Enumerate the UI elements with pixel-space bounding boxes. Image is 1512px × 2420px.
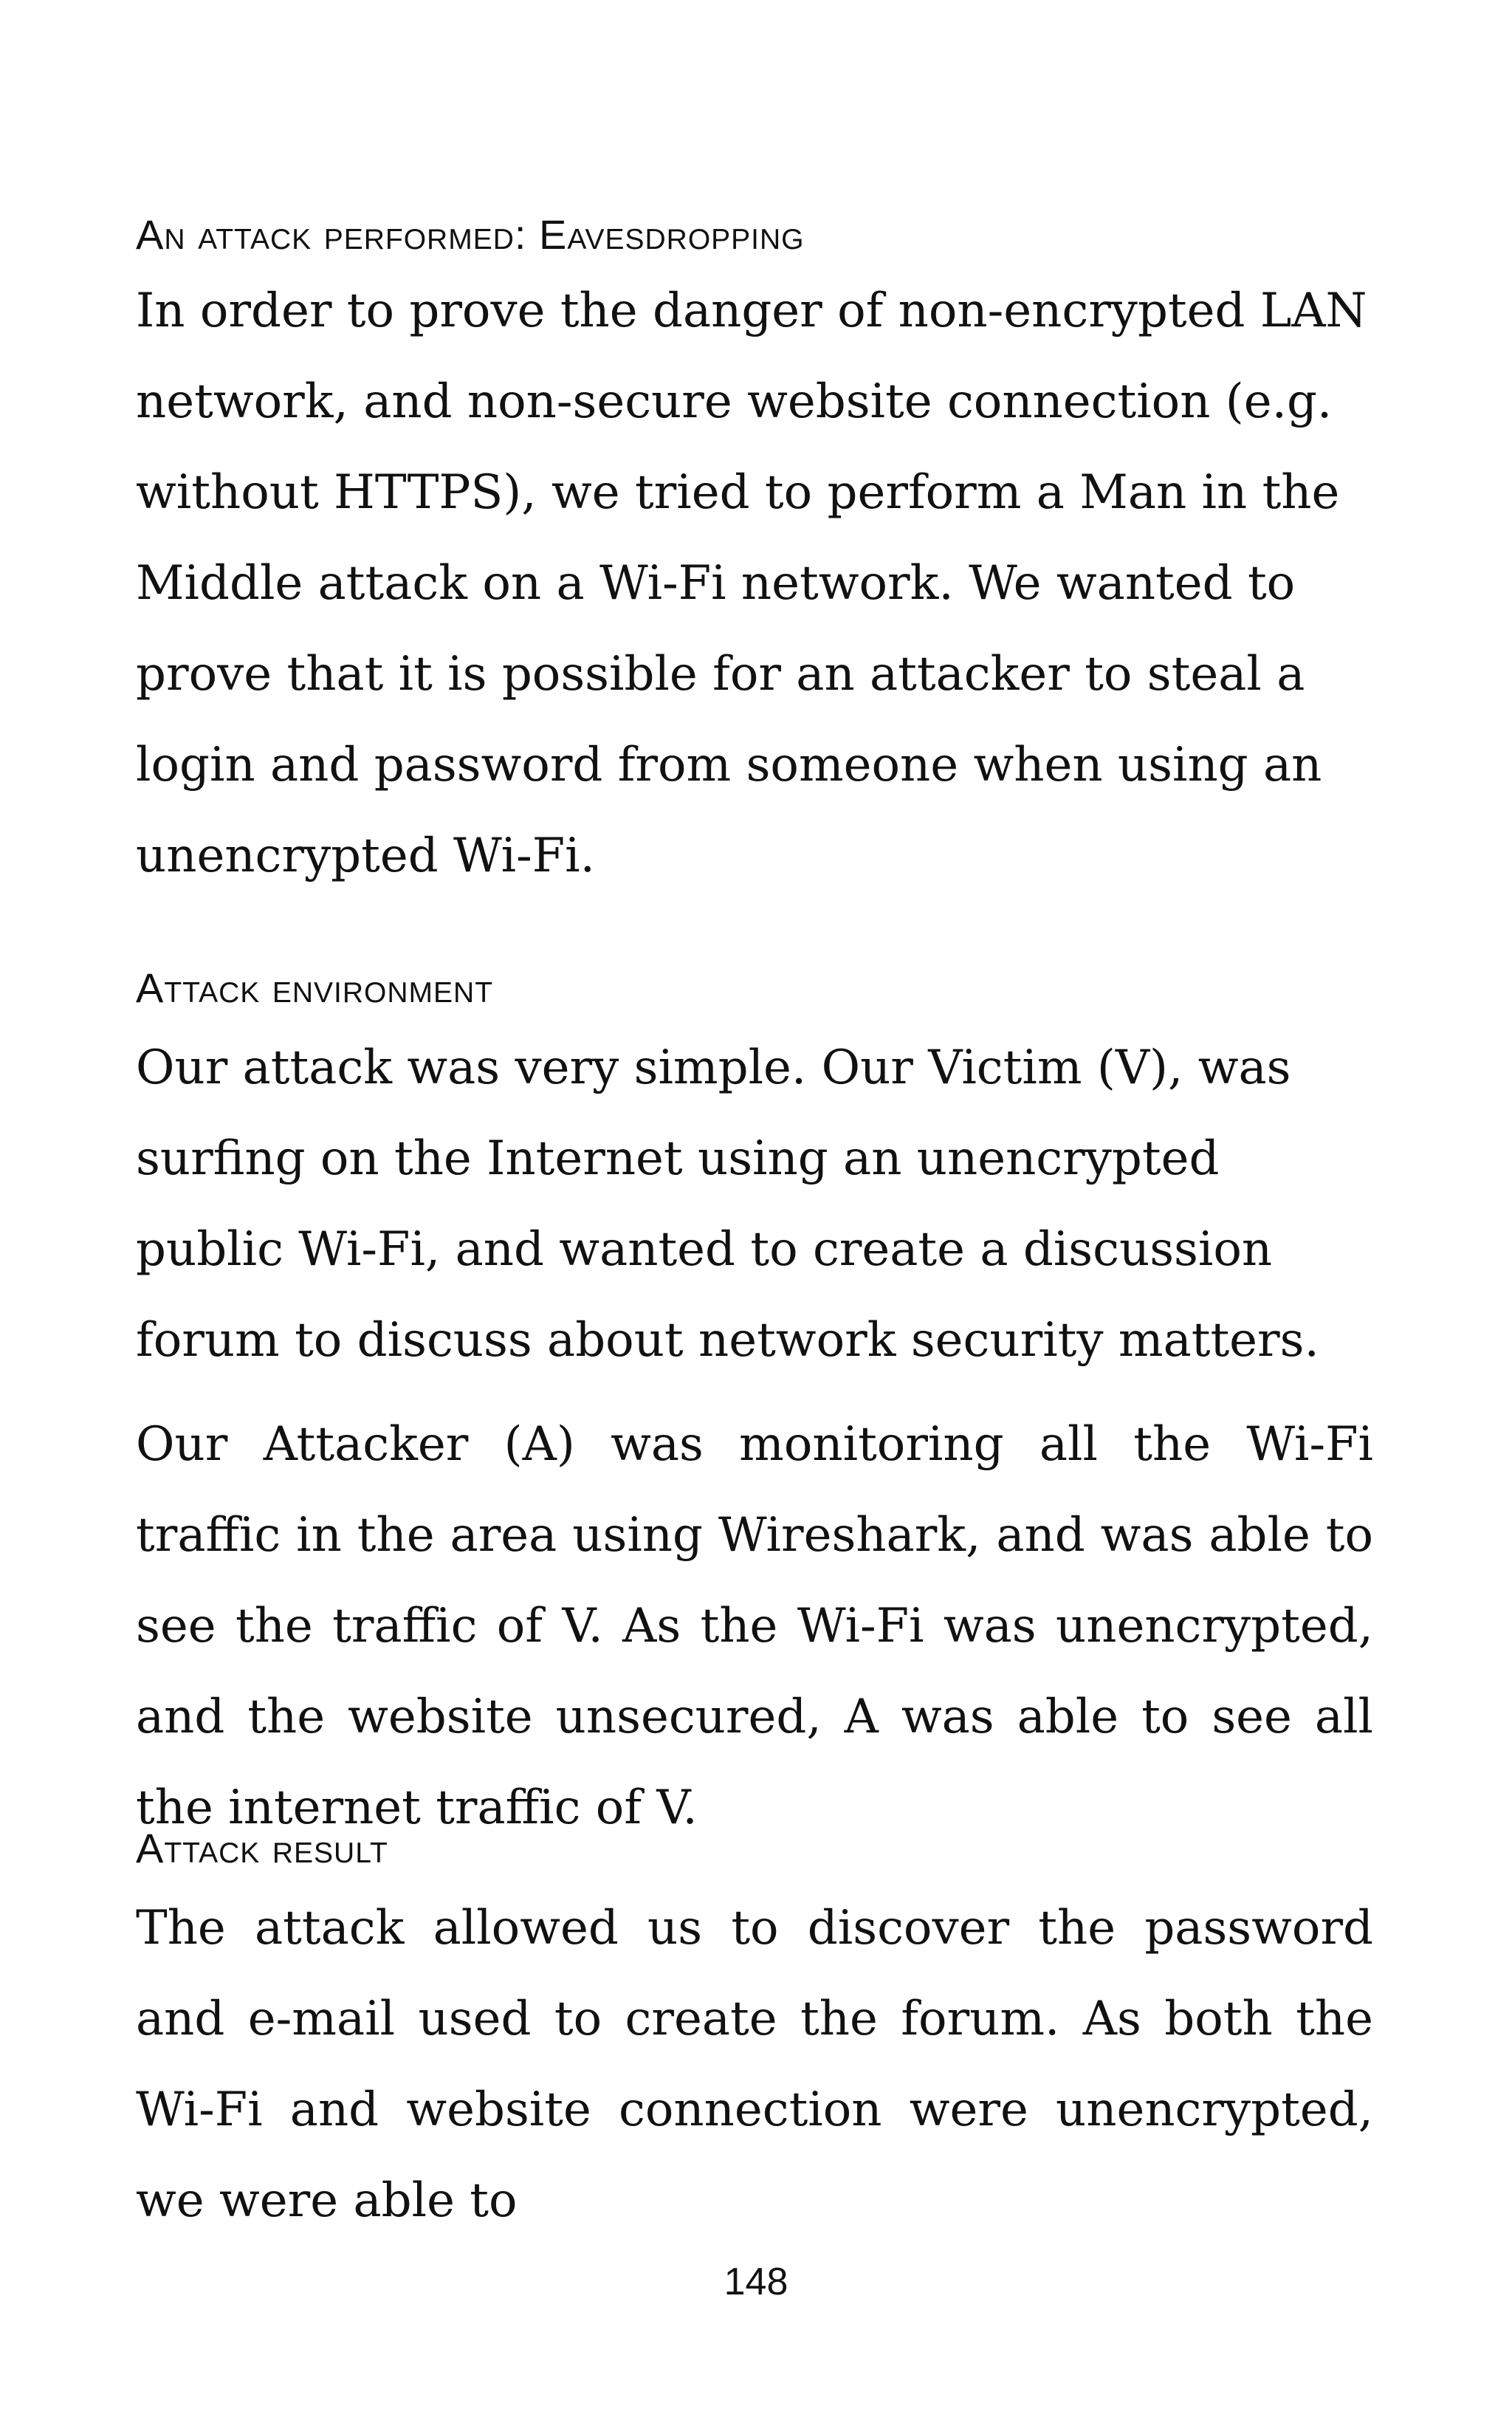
paragraph-eavesdropping: In order to prove the danger of non-encrypted LAN network, and non-secure website connection (e.g. without HTTPS), we tried to perform a Man in the Middle attack on a Wi-Fi network. We wanted to prove that it is possible for an attacker to steal a login and password from someone when using an unencrypted Wi-Fi. — [136, 284, 1367, 883]
section-heading-environment: Attack environment — [136, 964, 494, 1011]
paragraph-environment-1: Our attack was very simple. Our Victim (V), was surfing on the Internet using an unencrypted public Wi-Fi, and wanted to create a discussion forum to discuss about network security matters. — [136, 1041, 1319, 1368]
paragraph-result: The attack allowed us to discover the password and e-mail used to create the forum. As both the Wi-Fi and website connection were unencrypted, we were able to — [136, 1901, 1373, 2228]
page-number: 148 — [724, 2260, 788, 2303]
paragraph-environment-2: Our Attacker (A) was monitoring all the Wi-Fi traffic in the area using Wireshark, and was able to see the traffic of V. As the Wi-Fi was unencrypted, and the website unsecured, A was able to see all the internet traffic of V. — [136, 1417, 1373, 1835]
section-heading-eavesdropping: An attack performed: Eavesdropping — [136, 211, 805, 258]
section-heading-result: Attack result — [136, 1825, 388, 1871]
